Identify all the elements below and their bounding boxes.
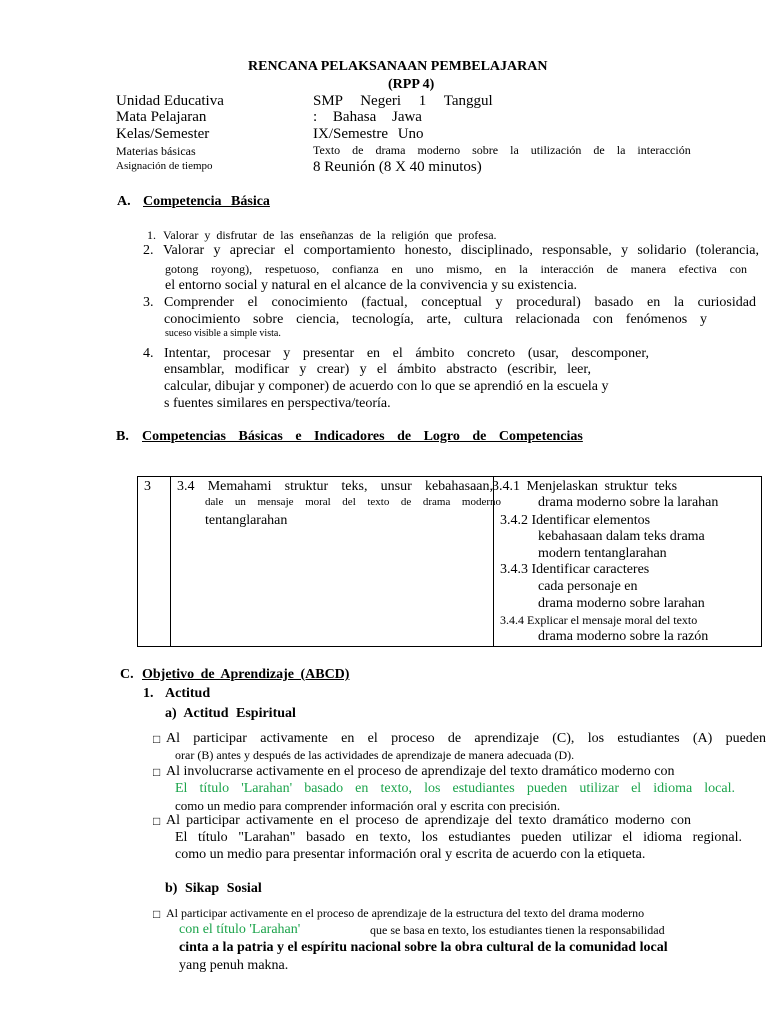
list-item: calcular, dibujar y componer) de acuerdo con lo que se aprendió en la escuela y xyxy=(164,379,609,394)
paragraph-line-highlight: El título 'Larahan' basado en texto, los estudiantes pueden utilizar el idioma local. xyxy=(175,781,735,796)
paragraph-line: Al participar activamente en el proceso de aprendizaje del texto dramático moderno con xyxy=(166,813,691,828)
section-title: Objetivo de Aprendizaje (ABCD) xyxy=(142,667,350,682)
indicator-line: drama moderno sobre la larahan xyxy=(538,495,719,510)
subsubsection-title: b) Sikap Sosial xyxy=(165,881,262,896)
paragraph-line-bold: cinta a la patria y el espíritu nacional sobre la obra cultural de la comunidad local xyxy=(179,940,668,955)
list-item: Comprender el conocimiento (factual, conceptual y procedural) basado en la curiosidad xyxy=(164,295,756,310)
kd-line: 3.4 Memahami struktur teks, unsur kebahasaan, xyxy=(177,479,493,494)
info-value: SMP Negeri 1 Tanggul xyxy=(313,93,493,109)
subsubsection-title: a) Actitud Espiritual xyxy=(165,706,296,721)
section-letter: A. xyxy=(117,194,131,209)
indicator-line: kebahasaan dalam teks drama xyxy=(538,529,705,544)
bullet-icon: □ xyxy=(153,907,161,921)
list-number: 3. xyxy=(143,295,154,310)
info-label: Mata Pelajaran xyxy=(116,109,207,125)
list-item: conocimiento sobre ciencia, tecnología, arte, cultura relacionada con fenómenos y xyxy=(164,312,707,327)
info-label: Unidad Educativa xyxy=(116,93,224,109)
table-cell-kd xyxy=(171,477,501,647)
info-value: IX/Semestre Uno xyxy=(313,126,424,142)
paragraph-line: orar (B) antes y después de las actividades de aprendizaje de manera adecuada (D). xyxy=(175,748,575,762)
list-item: s fuentes similares en perspectiva/teoría. xyxy=(164,396,391,411)
list-number: 2. xyxy=(143,243,154,258)
table-cell-number xyxy=(138,477,171,647)
bullet-icon: □ xyxy=(153,765,161,779)
list-item: gotong royong), respetuoso, confianza en uno mismo, en la interacción de manera efectiva con xyxy=(165,262,747,276)
indicator-line: modern tentanglarahan xyxy=(538,546,667,561)
info-value: : Bahasa Jawa xyxy=(313,109,422,125)
competency-table xyxy=(137,476,762,647)
paragraph-line: Al participar activamente en el proceso de aprendizaje de la estructura del texto del drama moderno xyxy=(166,906,645,920)
paragraph-line: como un medio para presentar información oral y escrita de acuerdo con la etiqueta. xyxy=(175,847,646,862)
paragraph-line: como un medio para comprender información oral y escrita con precisión. xyxy=(175,798,561,813)
indicator-line: drama moderno sobre larahan xyxy=(538,596,705,611)
section-title: Competencias Básicas e Indicadores de Logro de Competencias xyxy=(142,429,583,444)
kd-number: 3 xyxy=(144,479,151,494)
bullet-icon: □ xyxy=(153,814,161,828)
info-label: Materias básicas xyxy=(116,144,196,158)
section-letter: C. xyxy=(120,667,134,682)
list-item: Valorar y disfrutar de las enseñanzas de la religión que profesa. xyxy=(163,228,497,242)
list-item: el entorno social y natural en el alcance de la convivencia y su existencia. xyxy=(165,278,578,293)
indicator-line: 3.4.2 Identificar elementos xyxy=(500,513,651,528)
list-item: Intentar, procesar y presentar en el ámbito concreto (usar, descomponer, xyxy=(164,346,649,361)
info-label: Kelas/Semester xyxy=(116,126,210,142)
paragraph-line: que se basa en texto, los estudiantes tienen la responsabilidad xyxy=(370,923,665,937)
list-item: suceso visible a simple vista. xyxy=(165,328,281,339)
paragraph-line: Al participar activamente en el proceso de aprendizaje (C), los estudiantes (A) pueden xyxy=(166,731,766,746)
paragraph-line: yang penuh makna. xyxy=(179,958,289,973)
paragraph-line: El título "Larahan" basado en texto, los estudiantes pueden utilizar el idioma regional. xyxy=(175,830,742,845)
indicator-line: drama moderno sobre la razón xyxy=(538,629,709,644)
indicator-line: 3.4.3 Identificar caracteres xyxy=(500,562,650,577)
list-item: Valorar y apreciar el comportamiento honesto, disciplinado, responsable, y solidario (tolerancia, xyxy=(163,243,759,258)
subsection-number: 1. xyxy=(143,686,154,701)
indicator-line: cada personaje en xyxy=(538,579,638,594)
page-subtitle: (RPP 4) xyxy=(388,77,435,92)
info-value: 8 Reunión (8 X 40 minutos) xyxy=(313,159,482,175)
paragraph-line-highlight: con el título 'Larahan' xyxy=(179,922,301,937)
subsection-title: Actitud xyxy=(165,686,211,701)
section-title: Competencia Básica xyxy=(143,194,270,209)
info-value: Texto de drama moderno sobre la utilización de la interacción xyxy=(313,143,691,157)
kd-line: dale un mensaje moral del texto de drama moderno xyxy=(205,496,501,508)
indicator-line: 3.4.4 Explicar el mensaje moral del texto xyxy=(500,613,698,627)
info-label: Asignación de tiempo xyxy=(116,160,213,172)
kd-line: tentanglarahan xyxy=(205,513,288,528)
paragraph-line: Al involucrarse activamente en el proceso de aprendizaje del texto dramático moderno con xyxy=(166,764,675,779)
list-number: 1. xyxy=(147,228,156,242)
section-letter: B. xyxy=(116,429,129,444)
page-title: RENCANA PELAKSANAAN PEMBELAJARAN xyxy=(248,59,548,74)
indicator-line: 3.4.1 Menjelaskan struktur teks xyxy=(492,479,678,494)
bullet-icon: □ xyxy=(153,732,161,746)
list-number: 4. xyxy=(143,346,154,361)
list-item: ensamblar, modificar y crear) y el ámbito abstracto (escribir, leer, xyxy=(164,362,591,377)
table-cell-indicators xyxy=(494,477,762,647)
